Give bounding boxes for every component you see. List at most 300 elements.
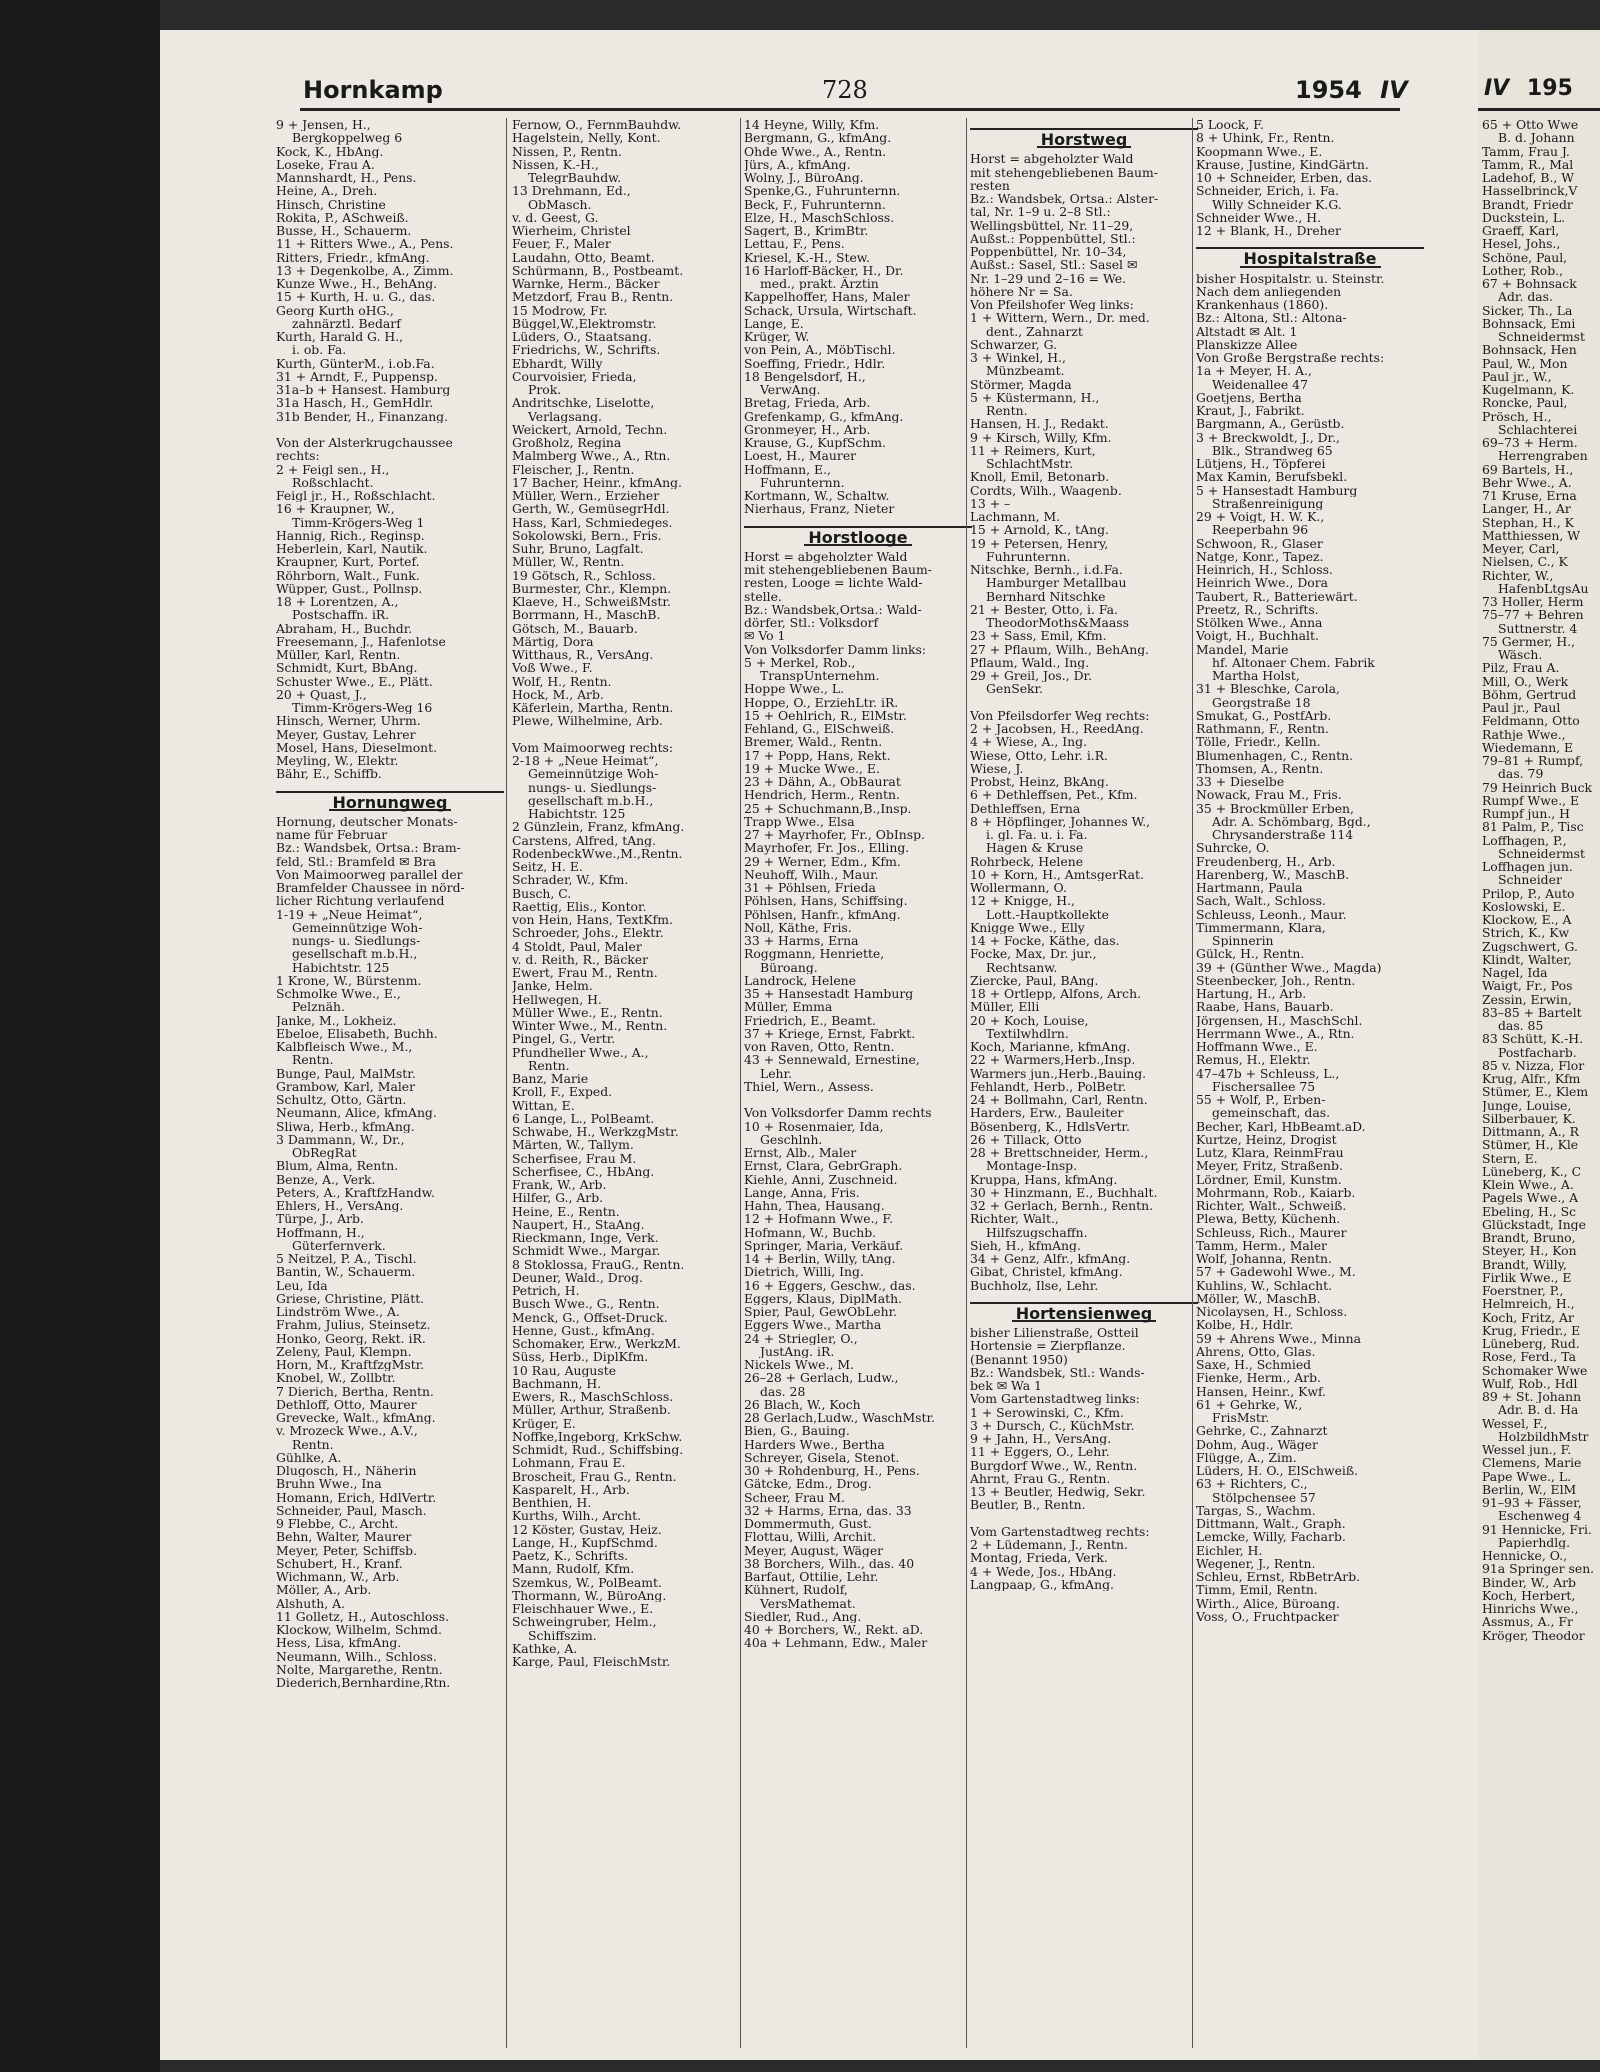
directory-entry: Bachmann, H. <box>512 1376 602 1390</box>
directory-entry: VerwAng. <box>760 383 821 397</box>
directory-entry: Janke, Helm. <box>512 979 593 993</box>
directory-entry: 32 + Harms, Erna, das. 33 <box>744 1503 912 1517</box>
directory-entry: Böhm, Gertrud <box>1482 687 1577 701</box>
directory-entry: Müller, Wern., Erzieher <box>512 489 660 503</box>
directory-entry: 15 + Arnold, K., tAng. <box>970 523 1109 537</box>
directory-entry: 28 Gerlach,Ludw., WaschMstr. <box>744 1411 936 1425</box>
directory-entry: Neumann, Wilh., Schloss. <box>276 1649 437 1663</box>
directory-entry: Ahrnt, Frau G., Rentn. <box>970 1471 1111 1485</box>
directory-entry: Tamm, Herm., Maler <box>1196 1238 1327 1252</box>
directory-entry: Schleuss, Rich., Maurer <box>1196 1225 1347 1239</box>
directory-entry: 3 Dammann, W., Dr., <box>276 1132 405 1146</box>
directory-entry: 79 Heinrich Buck <box>1482 780 1593 794</box>
directory-entry: das. 79 <box>1498 767 1544 781</box>
directory-entry: Zugschwert, G. <box>1482 939 1578 953</box>
directory-entry: Weidenallee 47 <box>1212 377 1308 391</box>
directory-entry: Noffke,Ingeborg, KrkSchw. <box>512 1429 683 1443</box>
directory-entry: Kathke, A. <box>512 1641 578 1655</box>
directory-entry: 13 + Degenkolbe, A., Zimm. <box>276 263 454 277</box>
directory-entry: Sieh, H., kfmAng. <box>970 1238 1081 1252</box>
directory-entry: Wolf, Johanna, Rentn. <box>1196 1252 1332 1266</box>
directory-entry: 29 + Greil, Jos., Dr. <box>970 669 1093 683</box>
directory-entry: Siedler, Rud., Ang. <box>744 1609 862 1623</box>
directory-entry: Lange, H., KupfSchmd. <box>512 1535 658 1549</box>
directory-entry: Kröger, Theodor <box>1482 1628 1585 1642</box>
directory-entry: Meyer, Peter, Schiffsb. <box>276 1543 418 1557</box>
directory-entry: Probst, Heinz, BkAng. <box>970 775 1109 789</box>
directory-entry: 33 + Dieselbe <box>1196 775 1285 789</box>
directory-entry: Stümer, H., Kle <box>1482 1138 1579 1152</box>
directory-entry: Kurth, Harald G. H., <box>276 330 404 344</box>
directory-entry: Remus, H., Elektr. <box>1196 1053 1311 1067</box>
directory-entry: Ladehof, B., W <box>1482 171 1574 185</box>
directory-entry: 15 Modrow, Fr. <box>512 303 608 317</box>
directory-entry: Hennicke, O., <box>1482 1549 1568 1563</box>
column-divider <box>506 118 507 2048</box>
directory-entry: Schwabe, H., WerkzgMstr. <box>512 1125 679 1139</box>
directory-entry: Schroeder, Johs., Elektr. <box>512 926 664 940</box>
directory-entry: Fuhrunternn. <box>986 549 1071 563</box>
directory-entry: Noll, Käthe, Fris. <box>744 920 852 934</box>
directory-entry: Nicolaysen, H., Schloss. <box>1196 1305 1348 1319</box>
directory-entry: Textilwhdlrn. <box>986 1026 1069 1040</box>
directory-entry: Wessel, F., <box>1482 1416 1548 1430</box>
directory-entry: 24 + Bollmahn, Carl, Rentn. <box>970 1093 1148 1107</box>
directory-entry: Vom Gartenstadtweg links: <box>970 1392 1140 1406</box>
directory-entry: 33 + Harms, Erna <box>744 934 859 948</box>
directory-entry: Kruppa, Hans, kfmAng. <box>970 1172 1118 1186</box>
directory-entry: bisher Lilienstraße, Ostteil <box>970 1326 1139 1340</box>
directory-entry: Lüders, O., Staatsang. <box>512 330 652 344</box>
directory-entry: 31 + Pöhlsen, Frieda <box>744 881 876 895</box>
spacer <box>744 1093 972 1106</box>
directory-entry: Prok. <box>528 383 562 397</box>
directory-entry: Kolbe, H., Hdlr. <box>1196 1318 1294 1332</box>
directory-entry: Koch, Herbert, <box>1482 1588 1576 1602</box>
directory-entry: Silberbauer, K. <box>1482 1111 1576 1125</box>
directory-entry: 30 + Hinzmann, E., Buchhalt. <box>970 1185 1158 1199</box>
directory-entry: Cordts, Wilh., Waagenb. <box>970 483 1122 497</box>
street-heading <box>970 1302 1198 1322</box>
directory-entry: 16 Harloff-Bäcker, H., Dr. <box>744 263 904 277</box>
directory-entry: Hagelstein, Nelly, Kont. <box>512 131 661 145</box>
directory-entry: Lachmann, M. <box>970 510 1061 524</box>
directory-entry: 37 + Kriege, Ernst, Fabrkt. <box>744 1026 916 1040</box>
directory-entry: 75 Germer, H., <box>1482 634 1576 648</box>
directory-entry: Suttnerstr. 4 <box>1498 621 1578 635</box>
directory-entry: Klaeve, H., SchweißMstr. <box>512 595 671 609</box>
directory-entry: Lutz, Klara, ReinmFrau <box>1196 1146 1344 1160</box>
directory-entry: Müller, Karl, Rentn. <box>276 648 401 662</box>
directory-entry: Brandt, Bruno, <box>1482 1231 1576 1245</box>
directory-entry: Scherfisee, Frau M. <box>512 1151 637 1165</box>
directory-entry: 67 + Bohnsack <box>1482 277 1577 291</box>
directory-entry: Tölle, Friedr., Kelln. <box>1196 735 1321 749</box>
directory-entry: 11 + Eggers, O., Lehr. <box>970 1445 1110 1459</box>
directory-entry: Loest, H., Maurer <box>744 449 857 463</box>
directory-entry: Dommermuth, Gust. <box>744 1517 872 1531</box>
directory-entry: von Pein, A., MöbTischl. <box>744 343 896 357</box>
directory-entry: 35 + Hansestadt Hamburg <box>744 987 914 1001</box>
directory-entry: Homann, Erich, HdlVertr. <box>276 1490 437 1504</box>
directory-entry: Lindström Wwe., A. <box>276 1305 400 1319</box>
directory-entry: Gehrke, C., Zahnarzt <box>1196 1424 1328 1438</box>
directory-entry: Pagels Wwe., A <box>1482 1191 1579 1205</box>
directory-entry: 4 Stoldt, Paul, Maler <box>512 939 642 953</box>
street-heading <box>1196 247 1424 267</box>
directory-entry: Schuster Wwe., E., Plätt. <box>276 674 433 688</box>
directory-entry: Nagel, Ida <box>1482 966 1548 980</box>
directory-entry: Poppenbüttel, Nr. 10–34, <box>970 245 1127 259</box>
directory-entry: Blum, Alma, Rentn. <box>276 1159 399 1173</box>
directory-entry: 35 + Brockmüller Erben, <box>1196 801 1354 815</box>
directory-entry: Rathje Wwe., <box>1482 727 1566 741</box>
directory-entry: Rentn. <box>292 1437 334 1451</box>
directory-entry: Heine, A., Dreh. <box>276 184 378 198</box>
directory-entry: Voigt, H., Buchhalt. <box>1196 629 1319 643</box>
directory-entry: 85 v. Nizza, Flor <box>1482 1058 1585 1072</box>
directory-entry: mit stehengebliebenen Baum- <box>970 165 1158 179</box>
directory-entry: 20 + Koch, Louise, <box>970 1013 1089 1027</box>
directory-entry: Assmus, A., Fr <box>1482 1615 1573 1629</box>
directory-entry: Deuner, Wald., Drog. <box>512 1270 643 1284</box>
directory-entry: Müller, Arthur, Straßenb. <box>512 1403 671 1417</box>
directory-entry: Helmreich, H., <box>1482 1297 1575 1311</box>
directory-entry: Nolte, Margarethe, Rentn. <box>276 1662 443 1676</box>
directory-entry: Röhrborn, Walt., Funk. <box>276 568 420 582</box>
column-2 <box>512 118 740 2053</box>
directory-entry: Busch Wwe., G., Rentn. <box>512 1297 660 1311</box>
directory-entry: Harders Wwe., Bertha <box>744 1437 885 1451</box>
directory-entry: 5 Neitzel, P. A., Tischl. <box>276 1252 417 1266</box>
directory-entry: Gülck, H., Rentn. <box>1196 947 1305 961</box>
directory-entry: Langpaap, G., kfmAng. <box>970 1577 1114 1591</box>
directory-entry: Junge, Louise, <box>1482 1098 1572 1112</box>
directory-entry: Krüger, W. <box>744 330 810 344</box>
directory-entry: 8 + Höpflinger, Johannes W., <box>970 814 1151 828</box>
directory-entry: Steyer, H., Kon <box>1482 1244 1577 1258</box>
directory-entry: Dlugosch, H., Näherin <box>276 1464 417 1478</box>
directory-entry: Szemkus, W., PolBeamt. <box>512 1575 662 1589</box>
directory-entry: 13 + – <box>970 496 1011 510</box>
directory-entry: i. gl. Fa. u. i. Fa. <box>986 828 1088 842</box>
directory-entry: Schleu, Ernst, RbBetrArb. <box>1196 1570 1361 1584</box>
directory-entry: 31b Bender, H., Finanzang. <box>276 409 449 423</box>
directory-entry: Timm-Krögers-Weg 16 <box>292 701 433 715</box>
directory-entry: Harders, Erw., Bauleiter <box>970 1106 1124 1120</box>
directory-entry: Hasselbrinck,V <box>1482 184 1578 198</box>
directory-entry: Wolf, H., Rentn. <box>512 674 612 688</box>
directory-entry: Großholz, Regina <box>512 436 622 450</box>
directory-entry: Weickert, Arnold, Techn. <box>512 422 668 436</box>
directory-entry: Dittmann, Walt., Graph. <box>1196 1517 1346 1531</box>
directory-entry: das. 85 <box>1498 1019 1544 1033</box>
directory-entry: Lange, E. <box>744 316 804 330</box>
directory-entry: Rentn. <box>292 1053 334 1067</box>
directory-entry: Eichler, H. <box>1196 1543 1263 1557</box>
directory-entry: Preetz, R., Schrifts. <box>1196 602 1319 616</box>
directory-entry: Roggmann, Henriette, <box>744 947 885 961</box>
directory-entry: Hartung, H., Arb. <box>1196 987 1307 1001</box>
directory-entry: Georg Kurth oHG., <box>276 303 394 317</box>
directory-entry: Stümer, E., Klem <box>1482 1085 1589 1099</box>
directory-entry: 1-19 + „Neue Heimat“, <box>276 907 423 921</box>
directory-entry: 17 Bacher, Heinr., kfmAng. <box>512 475 682 489</box>
directory-entry: Sokolowski, Bern., Fris. <box>512 528 662 542</box>
directory-entry: Schrader, W., Kfm. <box>512 873 629 887</box>
directory-entry: Hoppe, O., ErziehLtr. iR. <box>744 695 899 709</box>
directory-entry: Krug, Alfr., Kfm <box>1482 1072 1581 1086</box>
directory-entry: Springer, Maria, Verkäuf. <box>744 1238 904 1252</box>
directory-entry: mit stehengebliebenen Baum- <box>744 563 932 577</box>
directory-entry: Eggers Wwe., Martha <box>744 1318 882 1332</box>
directory-entry: SchlachtMstr. <box>986 457 1074 471</box>
directory-entry: Burgdorf Wwe., W., Rentn. <box>970 1458 1138 1472</box>
directory-entry: v. d. Geest, G. <box>512 210 599 224</box>
directory-entry: Nickels Wwe., M. <box>744 1358 854 1372</box>
directory-entry: Fleischhauer Wwe., E. <box>512 1602 654 1616</box>
directory-entry: 6 + Dethleffsen, Pet., Kfm. <box>970 788 1138 802</box>
directory-entry: Gronmeyer, H., Arb. <box>744 422 871 436</box>
directory-entry: Lohmann, Frau E. <box>512 1456 626 1470</box>
directory-entry: Spinnerin <box>1212 934 1274 948</box>
directory-entry: Focke, Max, Dr. jur., <box>970 947 1097 961</box>
directory-entry: Becher, Karl, HbBeamt.aD. <box>1196 1119 1366 1133</box>
directory-entry: Zessin, Erwin, <box>1482 992 1572 1006</box>
directory-entry: Heine, E., Rentn. <box>512 1204 620 1218</box>
directory-entry: Nissen, K.-H., <box>512 157 599 171</box>
directory-entry: 3 + Dursch, C., KüchMstr. <box>970 1418 1135 1432</box>
directory-entry: Nissen, P., Rentn. <box>512 144 622 158</box>
directory-entry: 23 + Dähn, A., ObBaurat <box>744 775 901 789</box>
column-divider <box>740 118 741 2048</box>
directory-entry: Roßschlacht. <box>292 475 374 489</box>
directory-entry: 32 + Gerlach, Bernh., Rentn. <box>970 1199 1154 1213</box>
directory-entry: 4 + Wede, Jos., HbAng. <box>970 1564 1117 1578</box>
directory-entry: Ebhardt, Willy <box>512 356 603 370</box>
directory-entry: Ernst, Alb., Maler <box>744 1146 857 1160</box>
directory-entry: Pflaum, Wald., Ing. <box>970 655 1090 669</box>
directory-entry: 10 + Korn, H., AmtsgerRat. <box>970 867 1144 881</box>
directory-entry: Schleuss, Leonh., Maur. <box>1196 907 1347 921</box>
header-roman: IV <box>1380 76 1408 104</box>
directory-entry: Foerstner, P., <box>1482 1284 1564 1298</box>
directory-entry: Schneider Wwe., H. <box>1196 210 1322 224</box>
directory-entry: 5 Loock, F. <box>1196 118 1264 132</box>
directory-entry: Hellwegen, H. <box>512 992 602 1006</box>
directory-entry: Mill, O., Werk <box>1482 674 1569 688</box>
directory-entry: v. d. Reith, R., Bäcker <box>512 952 649 966</box>
directory-entry: 31a–b + Hansest. Hamburg <box>276 383 451 397</box>
directory-entry: Hendrich, Herm., Rentn. <box>744 788 900 802</box>
directory-entry: Meyer, Carl, <box>1482 542 1560 556</box>
column-divider <box>966 118 967 2048</box>
directory-entry: 17 + Popp, Hans, Rekt. <box>744 748 891 762</box>
directory-entry: Witthaus, R., VersAng. <box>512 648 654 662</box>
directory-entry: Pöhlsen, Hanfr., kfmAng. <box>744 907 901 921</box>
directory-entry: Wiedemann, E <box>1482 740 1574 754</box>
street-name: Hospitalstraße <box>1240 252 1381 267</box>
directory-entry: 1a + Meyer, H. A., <box>1196 364 1312 378</box>
directory-entry: Außst.: Sasel, Stl.: Sasel ✉ <box>970 258 1138 272</box>
directory-entry: Dittmann, A., R <box>1482 1125 1579 1139</box>
directory-entry: 18 + Lorentzen, A., <box>276 595 399 609</box>
directory-entry: 8 Stoklossa, FrauG., Rentn. <box>512 1257 685 1271</box>
directory-entry: Müller Wwe., E., Rentn. <box>512 1005 663 1019</box>
directory-entry: 19 + Petersen, Henry, <box>970 536 1109 550</box>
directory-entry: Sliwa, Herb., kfmAng. <box>276 1119 415 1133</box>
directory-entry: Hartmann, Paula <box>1196 881 1303 895</box>
directory-entry: 27 + Mayrhofer, Fr., ObInsp. <box>744 828 925 842</box>
directory-entry: Ahrens, Otto, Glas. <box>1196 1344 1316 1358</box>
directory-entry: Kunze Wwe., H., BehAng. <box>276 277 438 291</box>
directory-entry: 6 Lange, L., PolBeamt. <box>512 1111 655 1125</box>
directory-entry: 3 + Winkel, H., <box>970 351 1066 365</box>
directory-entry: Max Kamin, Berufsbekl. <box>1196 470 1348 484</box>
directory-entry: Paul jr., Paul <box>1482 701 1561 715</box>
directory-entry: 73 Holler, Herm <box>1482 595 1584 609</box>
directory-entry: 31 + Bleschke, Carola, <box>1196 682 1340 696</box>
directory-entry: HafenbLtgsAu <box>1498 581 1589 595</box>
directory-entry: Natge, Konr., Tapez. <box>1196 549 1324 563</box>
directory-entry: Flügge, A., Zim. <box>1196 1450 1297 1464</box>
directory-entry: Fernow, O., FernmBauhdw. <box>512 118 682 132</box>
directory-entry: Hess, Lisa, kfmAng. <box>276 1636 402 1650</box>
directory-entry: Plewa, Betty, Küchenh. <box>1196 1212 1341 1226</box>
directory-entry: Lüneberg, K., C <box>1482 1164 1582 1178</box>
directory-entry: Möller, A., Arb. <box>276 1583 372 1597</box>
directory-entry: Vom Gartenstadtweg rechts: <box>970 1524 1150 1538</box>
directory-entry: Busch, C. <box>512 886 572 900</box>
header-year-number: 1954 <box>1295 76 1362 104</box>
directory-entry: Straßenreinigung <box>1212 496 1324 510</box>
directory-entry: Trapp Wwe., Elsa <box>744 814 855 828</box>
directory-entry: Geschlnh. <box>760 1132 823 1146</box>
directory-entry: von Hein, Hans, TextKfm. <box>512 913 673 927</box>
directory-entry: Krankenhaus (1860). <box>1196 298 1329 312</box>
directory-entry: Andritschke, Liselotte, <box>512 396 655 410</box>
directory-entry: Von Große Bergstraße rechts: <box>1196 351 1385 365</box>
directory-entry: Hagen & Kruse <box>986 841 1084 855</box>
column-4 <box>970 118 1198 2053</box>
directory-entry: Mannshardt, H., Pens. <box>276 171 417 185</box>
directory-entry: 1 + Wittern, Wern., Dr. med. <box>970 311 1150 325</box>
directory-entry: Schöne, Paul, <box>1482 250 1568 264</box>
directory-entry: Stephan, H., K <box>1482 515 1574 529</box>
directory-entry: Knigge Wwe., Elly <box>970 920 1085 934</box>
directory-entry: Hoffmann Wwe., E. <box>1196 1040 1318 1054</box>
directory-entry: Beutler, B., Rentn. <box>970 1498 1086 1512</box>
directory-entry: Frahm, Julius, Steinsetz. <box>276 1318 431 1332</box>
directory-entry: Wierheim, Christel <box>512 224 631 238</box>
directory-entry: Störmer, Magda <box>970 377 1072 391</box>
directory-entry: Türpe, J., Arb. <box>276 1212 364 1226</box>
directory-entry: Freesemann, J., Hafenlotse <box>276 634 446 648</box>
directory-entry: Loffhagen, P., <box>1482 833 1567 847</box>
directory-entry: Prösch, H., <box>1482 409 1552 423</box>
directory-entry: 83 Schütt, K.-H. <box>1482 1032 1584 1046</box>
directory-entry: Herrengraben <box>1498 449 1588 463</box>
directory-entry: Heinrich Wwe., Dora <box>1196 576 1329 590</box>
directory-entry: Bz.: Wandsbek, Stl.: Wands- <box>970 1365 1145 1379</box>
directory-entry: Scheer, Frau M. <box>744 1490 845 1504</box>
directory-entry: Voss, O., Fruchtpacker <box>1196 1609 1339 1623</box>
directory-entry: Bergmann, G., kfmAng. <box>744 131 892 145</box>
header-rule <box>300 108 1400 111</box>
directory-entry: Gemeinnützige Woh- <box>292 920 423 934</box>
directory-entry: 19 Götsch, R., Schloss. <box>512 568 656 582</box>
directory-entry: Karge, Paul, FleischMstr. <box>512 1655 671 1669</box>
directory-entry: Blk., Strandweg 65 <box>1212 443 1333 457</box>
directory-entry: Hansen, Heinr., Kwf. <box>1196 1384 1327 1398</box>
directory-entry: TranspUnternehm. <box>760 669 880 683</box>
directory-entry: name für Februar <box>276 828 388 842</box>
directory-entry: Meyer, Gustav, Lehrer <box>276 727 416 741</box>
directory-entry: Frank, W., Arb. <box>512 1178 607 1192</box>
directory-entry: Chrysanderstraße 114 <box>1212 828 1354 842</box>
directory-entry: nungs- u. Siedlungs- <box>292 934 421 948</box>
directory-entry: Schreyer, Gisela, Stenot. <box>744 1450 900 1464</box>
directory-entry: Kuhlins, W., Schlacht. <box>1196 1278 1333 1292</box>
directory-entry: Behn, Walter, Maurer <box>276 1530 412 1544</box>
directory-entry: Warnke, Herm., Bäcker <box>512 277 660 291</box>
directory-entry: Wittan, E. <box>512 1098 575 1112</box>
directory-entry: Ehlers, H., VersAng. <box>276 1199 404 1213</box>
directory-entry: Krause, Justine, KindGärtn. <box>1196 157 1369 171</box>
directory-entry: Wüpper, Gust., Pollnsp. <box>276 581 423 595</box>
directory-entry: Dethloff, Otto, Maurer <box>276 1397 417 1411</box>
directory-entry: Nowack, Frau M., Fris. <box>1196 788 1342 802</box>
directory-entry: Bruhn Wwe., Ina <box>276 1477 382 1491</box>
directory-entry: 79–81 + Rumpf, <box>1482 754 1584 768</box>
directory-entry: Benthien, H. <box>512 1496 592 1510</box>
directory-entry: Steenbecker, Joh., Rentn. <box>1196 973 1356 987</box>
directory-entry: Götsch, M., Bauarb. <box>512 621 638 635</box>
directory-entry: Wiese, Otto, Lehr. i.R. <box>970 748 1108 762</box>
directory-entry: Georgstraße 18 <box>1212 695 1311 709</box>
directory-entry: JustAng. iR. <box>760 1344 835 1358</box>
directory-entry: ObMasch. <box>528 197 592 211</box>
directory-entry: Hahn, Thea, Hausang. <box>744 1199 885 1213</box>
directory-entry: Kraupner, Kurt, Portef. <box>276 555 420 569</box>
directory-entry: Mosel, Hans, Dieselmont. <box>276 740 438 754</box>
directory-entry: 5 + Küstermann, H., <box>970 390 1100 404</box>
directory-entry: zahnärztl. Bedarf <box>292 316 401 330</box>
directory-entry: Klein Wwe., A. <box>1482 1178 1574 1192</box>
directory-entry: Alshuth, A. <box>276 1596 345 1610</box>
directory-entry: Harenberg, W., MaschB. <box>1196 867 1350 881</box>
directory-entry: Borrmann, H., MaschB. <box>512 608 661 622</box>
directory-entry: Ewers, R., MaschSchloss. <box>512 1390 674 1404</box>
directory-entry: Müller, Elli <box>970 1000 1040 1014</box>
directory-entry: Nach dem anliegenden <box>1196 284 1342 298</box>
directory-entry: 38 Borchers, Wilh., das. 40 <box>744 1556 915 1570</box>
directory-entry: 13 Drehmann, Ed., <box>512 184 631 198</box>
directory-entry: Fleischer, J., Rentn. <box>512 462 635 476</box>
directory-entry: Von Volksdorfer Damm rechts <box>744 1106 932 1120</box>
directory-entry: 14 + Focke, Käthe, das. <box>970 934 1120 948</box>
directory-entry: Raettig, Elis., Kontor. <box>512 899 647 913</box>
directory-entry: Bösenberg, K., HdlsVertr. <box>970 1119 1130 1133</box>
directory-entry: RodenbeckWwe.,M.,Rentn. <box>512 846 683 860</box>
directory-entry: Postfacharb. <box>1498 1045 1577 1059</box>
directory-entry: 5 + Hansestadt Hamburg <box>1196 483 1358 497</box>
directory-entry: Prilop, P., Auto <box>1482 886 1575 900</box>
directory-entry: Honko, Georg, Rekt. iR. <box>276 1331 426 1345</box>
directory-entry: 9 + Jahn, H., VersAng. <box>970 1432 1112 1446</box>
directory-entry: Von der Alsterkrugchaussee <box>276 436 453 450</box>
directory-entry: 71 Kruse, Erna <box>1482 489 1577 503</box>
